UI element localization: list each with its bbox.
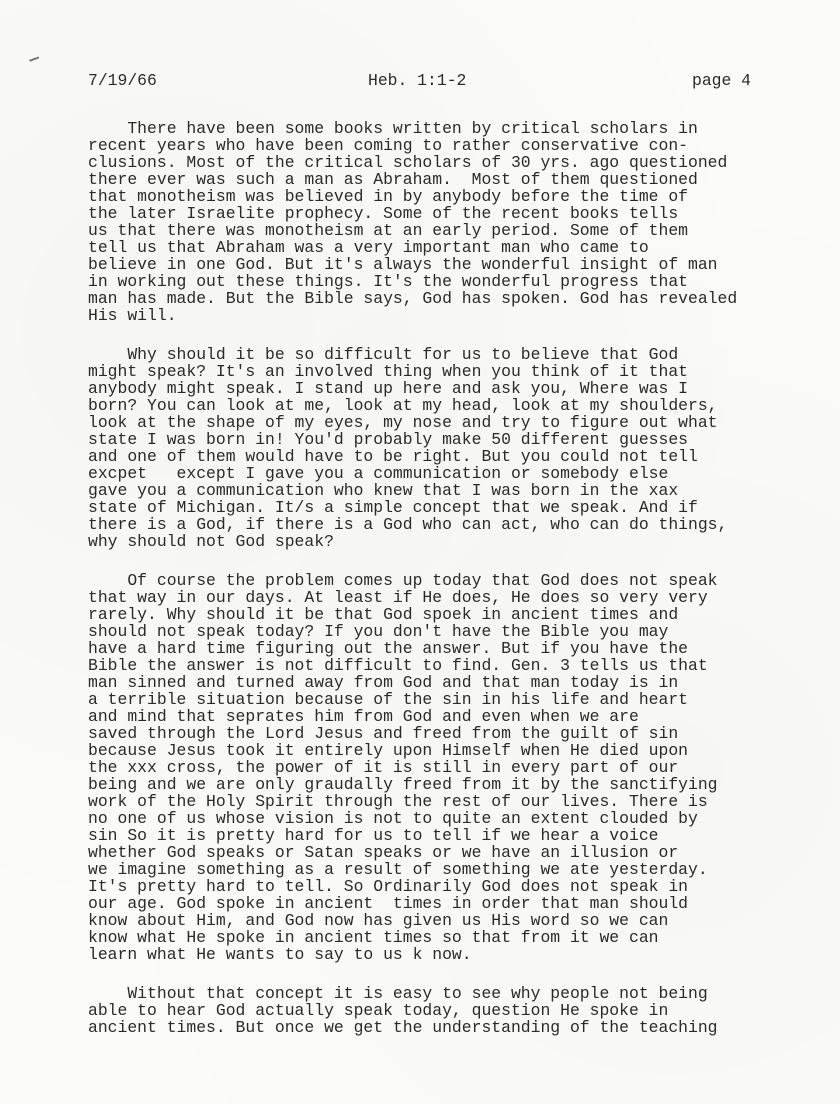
text-line: born? You can look at me, look at my head, look at my shoulders,	[88, 396, 718, 415]
text-line: and one of them would have to be right. But you could not tell	[88, 447, 698, 466]
header-title: Heb. 1:1-2	[368, 71, 467, 90]
text-line: that way in our days. At least if He does, He does so very very	[88, 588, 708, 607]
text-line: Why should it be so difficult for us to believe that God	[88, 345, 679, 364]
text-line: know about Him, and God now has given us His word so we can	[88, 911, 669, 930]
text-line: Of course the problem comes up today that God does not speak	[88, 571, 718, 590]
text-line: believe in one God. But it's always the wonderful insight of man	[88, 255, 718, 274]
header-page-number: page 4	[692, 71, 752, 90]
text-line: excpet except I gave you a communication or somebody else	[88, 464, 669, 483]
text-line: Bible the answer is not difficult to find. Gen. 3 tells us that	[88, 656, 708, 675]
text-line: the xxx cross, the power of it is still in every part of our	[88, 758, 679, 777]
paragraph-2	[88, 346, 737, 550]
paragraph-4	[88, 985, 737, 1036]
text-line: recent years who have been coming to rather conservative con-	[88, 136, 688, 155]
scan-mark	[29, 57, 41, 67]
text-line: there is a God, if there is a God who can act, who can do things,	[88, 515, 728, 534]
text-line: saved through the Lord Jesus and freed from the guilt of sin	[88, 724, 679, 743]
text-line: His will.	[88, 306, 177, 325]
text-line: anybody might speak. I stand up here and ask you, Where was I	[88, 379, 688, 398]
text-line: a terrible situation because of the sin in his life and heart	[88, 690, 688, 709]
text-line: man has made. But the Bible says, God has spoken. God has revealed	[88, 289, 738, 308]
header-date: 7/19/66	[88, 71, 157, 90]
text-line: It's pretty hard to tell. So Ordinarily God does not speak in	[88, 877, 688, 896]
text-line: should not speak today? If you don't have the Bible you may	[88, 622, 669, 641]
text-line: rarely. Why should it be that God spoek in ancient times and	[88, 605, 679, 624]
text-line: sin So it is pretty hard for us to tell if we hear a voice	[88, 826, 659, 845]
text-line: and mind that seprates him from God and even when we are	[88, 707, 639, 726]
text-line: tell us that Abraham was a very important man who came to	[88, 238, 649, 257]
text-line: whether God speaks or Satan speaks or we have an illusion or	[88, 843, 679, 862]
text-line: state I was born in! You'd probably make 50 different guesses	[88, 430, 688, 449]
text-line: learn what He wants to say to us k now.	[88, 945, 472, 964]
text-line: us that there was monotheism at an early period. Some of them	[88, 221, 688, 240]
text-line: in working out these things. It's the wonderful progress that	[88, 272, 688, 291]
text-line: man sinned and turned away from God and that man today is in	[88, 673, 679, 692]
text-line: why should not God speak?	[88, 532, 334, 551]
text-line: our age. God spoke in ancient times in order that man should	[88, 894, 688, 913]
text-line: able to hear God actually speak today, question He spoke in	[88, 1001, 669, 1020]
text-line: clusions. Most of the critical scholars of 30 yrs. ago questioned	[88, 153, 728, 172]
text-line: state of Michigan. It/s a simple concept that we speak. And if	[88, 498, 698, 517]
text-line: that monotheism was believed in by anybody before the time of	[88, 187, 688, 206]
text-line: look at the shape of my eyes, my nose and try to figure out what	[88, 413, 718, 432]
text-line: being and we are only graudally freed from it by the sanctifying	[88, 775, 718, 794]
paragraph-1	[88, 120, 737, 324]
text-line: gave you a communication who knew that I was born in the xax	[88, 481, 679, 500]
text-line: There have been some books written by critical scholars in	[88, 119, 698, 138]
paragraph-3	[88, 572, 737, 963]
text-line: have a hard time figuring out the answer. But if you have the	[88, 639, 688, 658]
text-line: because Jesus took it entirely upon Himself when He died upon	[88, 741, 688, 760]
text-line: no one of us whose vision is not to quite an extent clouded by	[88, 809, 698, 828]
text-line: we imagine something as a result of something we ate yesterday.	[88, 860, 708, 879]
text-line: Without that concept it is easy to see why people not being	[88, 984, 708, 1003]
text-line: know what He spoke in ancient times so that from it we can	[88, 928, 659, 947]
text-line: might speak? It's an involved thing when you think of it that	[88, 362, 688, 381]
text-line: ancient times. But once we get the understanding of the teaching	[88, 1018, 718, 1037]
text-line: work of the Holy Spirit through the rest of our lives. There is	[88, 792, 708, 811]
text-line: the later Israelite prophecy. Some of the recent books tells	[88, 204, 679, 223]
document-body	[88, 120, 737, 1058]
text-line: there ever was such a man as Abraham. Most of them questioned	[88, 170, 698, 189]
